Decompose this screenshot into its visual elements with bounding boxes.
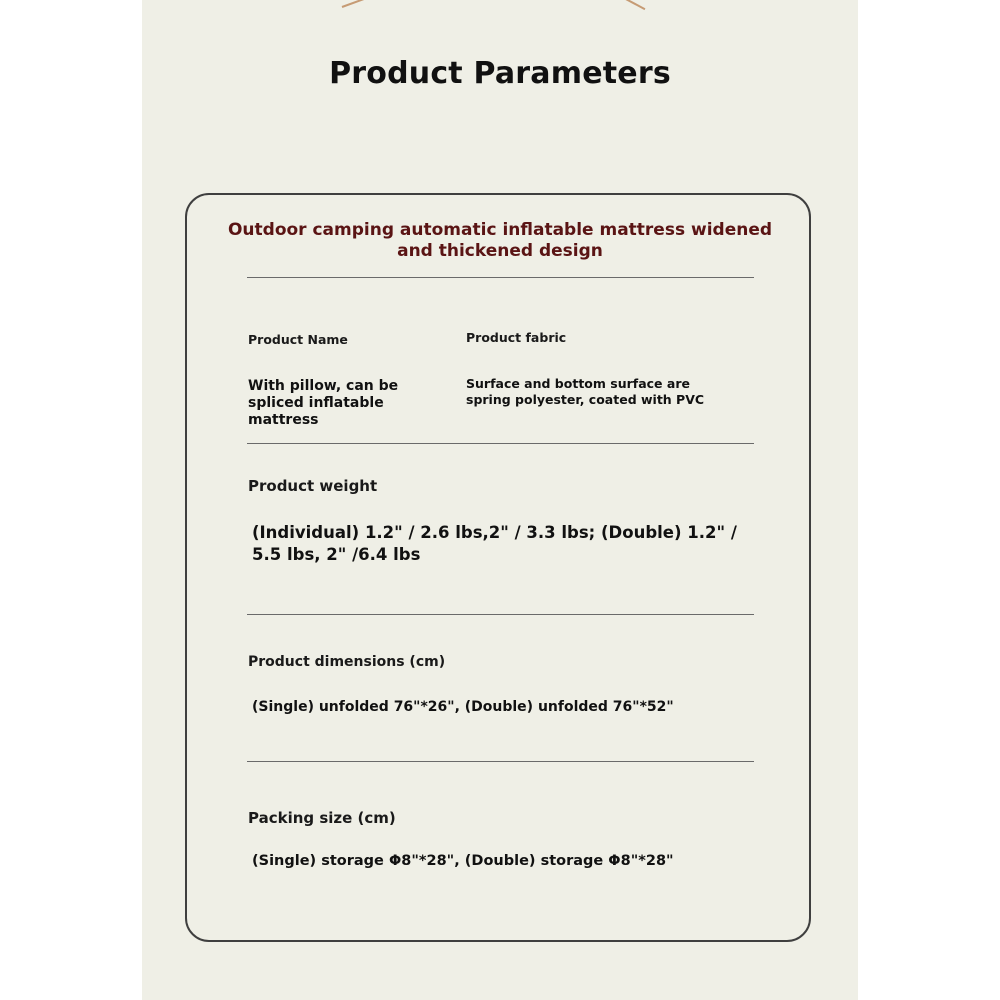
product-dimensions-value: (Single) unfolded 76"*26", (Double) unfolded 76"*52" — [252, 699, 674, 715]
product-fabric-value: Surface and bottom surface are spring polyester, coated with PVC — [466, 376, 705, 407]
divider — [247, 443, 754, 444]
divider — [247, 761, 754, 762]
product-dimensions-label: Product dimensions (cm) — [248, 654, 446, 670]
parameters-card — [185, 193, 811, 942]
card-title: Outdoor camping automatic inflatable mattress widened and thickened design — [227, 220, 773, 261]
product-name-label: Product Name — [248, 332, 348, 347]
divider — [247, 277, 754, 278]
packing-size-value: (Single) storage Φ8"*28", (Double) storage Φ8"*28" — [252, 853, 674, 869]
product-weight-label: Product weight — [248, 477, 378, 495]
product-fabric-label: Product fabric — [466, 330, 567, 345]
page-title: Product Parameters — [329, 56, 671, 91]
product-weight-value: (Individual) 1.2" / 2.6 lbs,2" / 3.3 lbs; (Double) 1.2" / 5.5 lbs, 2" /6.4 lbs — [252, 523, 737, 564]
product-name-value: With pillow, can be spliced inflatable mattress — [248, 378, 399, 428]
divider — [247, 614, 754, 615]
packing-size-label: Packing size (cm) — [248, 809, 396, 827]
